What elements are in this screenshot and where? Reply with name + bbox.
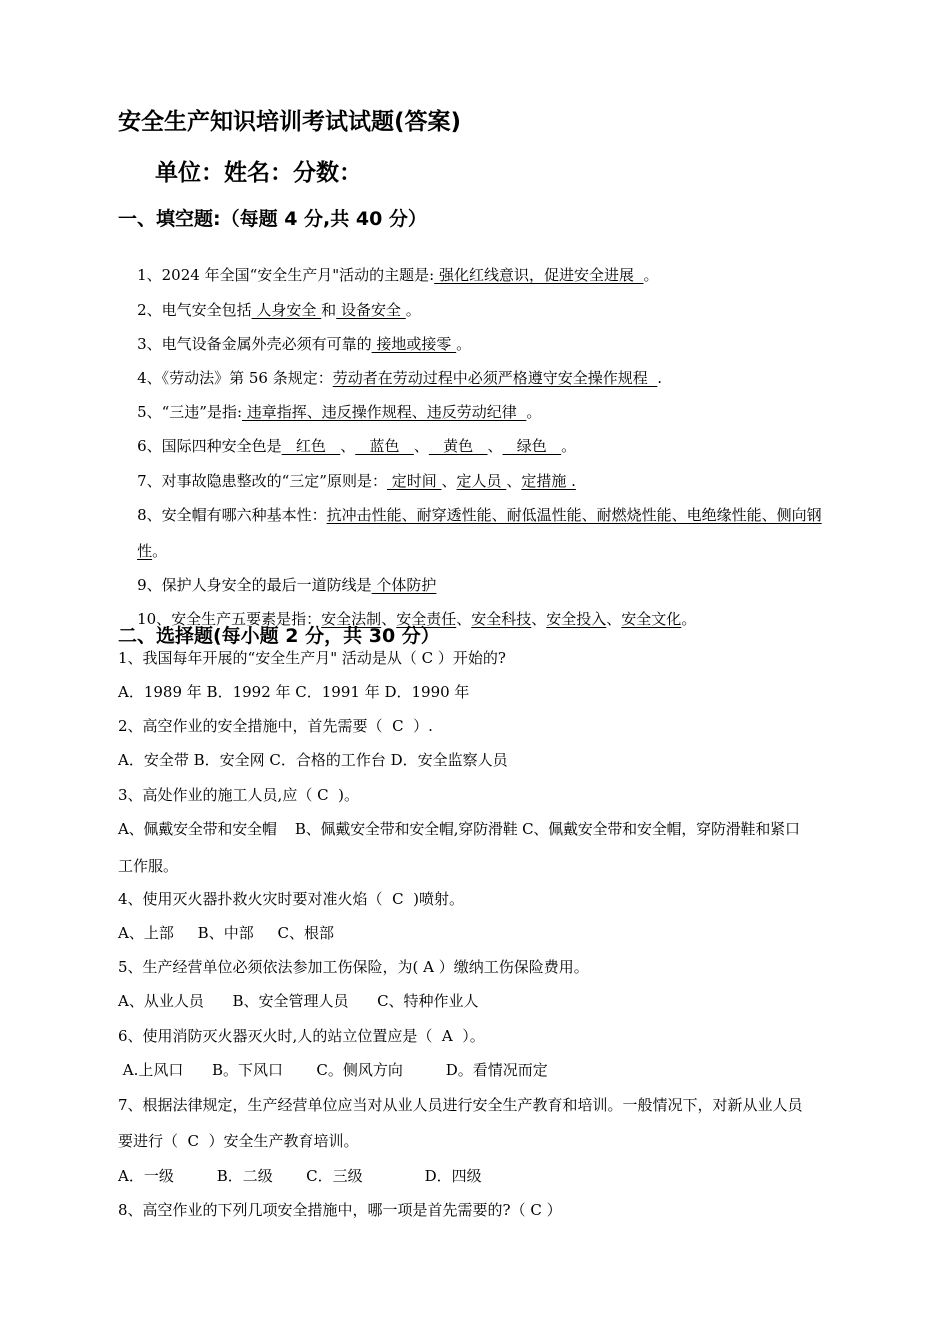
question-text: 7、对事故隐患整改的“三定”原则是： [137, 472, 387, 490]
separator: 、 [531, 610, 547, 628]
answer-text: 安全科技 [471, 610, 532, 628]
separator: 、 [456, 610, 472, 628]
choice-line: 7、根据法律规定，生产经营单位应当对从业人员进行安全生产教育和培训。一般情况下，对新从业人员 [118, 1096, 803, 1114]
separator: 、 [487, 437, 503, 455]
answer-text: 劳动者在劳动过程中必须严格遵守安全操作规程 [332, 369, 658, 387]
separator: 、 [441, 472, 457, 490]
answer-text: 强化红线意识，促进安全进展 [434, 266, 644, 284]
question-text: 6、国际四种安全色是 [137, 437, 282, 455]
answer-text: 定人员 [456, 472, 507, 490]
question-suffix: 。 [456, 335, 472, 353]
section2-heading: 二、选择题(每小题 2 分，共 30 分） [118, 625, 440, 647]
answer-text: 定时间 [386, 472, 442, 490]
answer-text: 违章指挥、违反操作规程、违反劳动纪律 [242, 403, 527, 421]
answer-text: 安全法制 [321, 610, 382, 628]
section1-heading: 一、填空题:（每题 4 分,共 40 分） [118, 208, 427, 230]
choice-line: A、佩戴安全带和安全帽 B、佩戴安全带和安全帽,穿防滑鞋 C、佩戴安全带和安全帽，穿防滑鞋和紧口 [118, 820, 800, 838]
question-suffix: 。 [681, 610, 697, 628]
question-text: 4、《劳动法》第 56 条规定： [137, 369, 333, 387]
answer-text: 设备安全 [336, 301, 406, 319]
choice-line: A．安全带 B．安全网 C．合格的工作台 D．安全监察人员 [118, 751, 508, 769]
document-title: 安全生产知识培训考试试题(答案) [118, 109, 462, 135]
question-suffix: 。 [643, 266, 659, 284]
choice-line: 要进行（ C ）安全生产教育培训。 [118, 1132, 359, 1150]
separator: 、 [506, 472, 522, 490]
choice-line: 工作服。 [118, 857, 179, 875]
choice-line: 1、我国每年开展的“安全生产月" 活动是从（ C ）开始的? [118, 649, 506, 667]
choice-line: 4、使用灭火器扑救火灾时要对准火焰（ C )喷射。 [118, 890, 464, 908]
question-text: 1、2024 年全国“安全生产月"活动的主题是: [137, 266, 435, 284]
choice-line: A．一级 B．二级 C．三级 D．四级 [118, 1167, 482, 1185]
question-text: 5、“三违”是指: [137, 403, 243, 421]
answer-text: 抗冲击性能、耐穿透性能、耐低温性能、耐燃烧性能、电绝缘性能、侧向钢 [326, 506, 822, 524]
answer-text: 个体防护 [371, 576, 437, 594]
answer-text: 人身安全 [251, 301, 322, 319]
choice-line: A、从业人员 B、安全管理人员 C、特种作业人 [118, 992, 479, 1010]
answer-text: 黄色 [428, 437, 488, 455]
question-suffix: 。 [526, 403, 542, 421]
choice-line: 2、高空作业的安全措施中，首先需要（ C ）. [118, 717, 433, 735]
answer-text: 绿色 [502, 437, 562, 455]
question-text: 9、保护人身安全的最后一道防线是 [137, 576, 372, 594]
info-line: 单位：姓名：分数： [155, 160, 362, 186]
question-suffix: 。 [152, 542, 168, 560]
choice-line: 5、生产经营单位必须依法参加工伤保险，为( A ）缴纳工伤保险费用。 [118, 958, 589, 976]
answer-text: 安全文化 [621, 610, 682, 628]
answer-text: 蓝色 [355, 437, 414, 455]
question-text: 和 [321, 301, 337, 319]
question-text: 8、安全帽有哪六种基本性： [137, 506, 327, 524]
separator: 、 [381, 610, 397, 628]
answer-text: 红色 [281, 437, 341, 455]
question-suffix: 。 [405, 301, 421, 319]
question-text: 10、安全生产五要素是指： [137, 610, 322, 628]
separator: 、 [413, 437, 429, 455]
answer-text: 性 [137, 542, 153, 560]
choice-line: A、上部 B、中部 C、根部 [118, 924, 335, 942]
answer-text: 安全投入 [546, 610, 607, 628]
question-suffix: 。 [561, 437, 577, 455]
answer-text: 安全责任 [396, 610, 457, 628]
separator: 、 [340, 437, 356, 455]
answer-text: 定措施 . [521, 472, 576, 490]
choice-line: 8、高空作业的下列几项安全措施中，哪一项是首先需要的?（ C ） [118, 1201, 562, 1219]
choice-line: 3、高处作业的施工人员,应（ C )。 [118, 786, 359, 804]
choice-line: A.上风口 B。下风口 C。侧风方向 D。看情况而定 [118, 1061, 548, 1079]
question-text: 3、电气设备金属外壳必须有可靠的 [137, 335, 372, 353]
answer-text: 接地或接零 [371, 335, 457, 353]
separator: 、 [606, 610, 622, 628]
choice-line: 6、使用消防灭火器灭火时,人的站立位置应是（ A ）。 [118, 1027, 485, 1045]
choice-line: A．1989 年 B．1992 年 C．1991 年 D．1990 年 [118, 683, 470, 701]
question-suffix: . [657, 369, 663, 387]
question-text: 2、电气安全包括 [137, 301, 252, 319]
